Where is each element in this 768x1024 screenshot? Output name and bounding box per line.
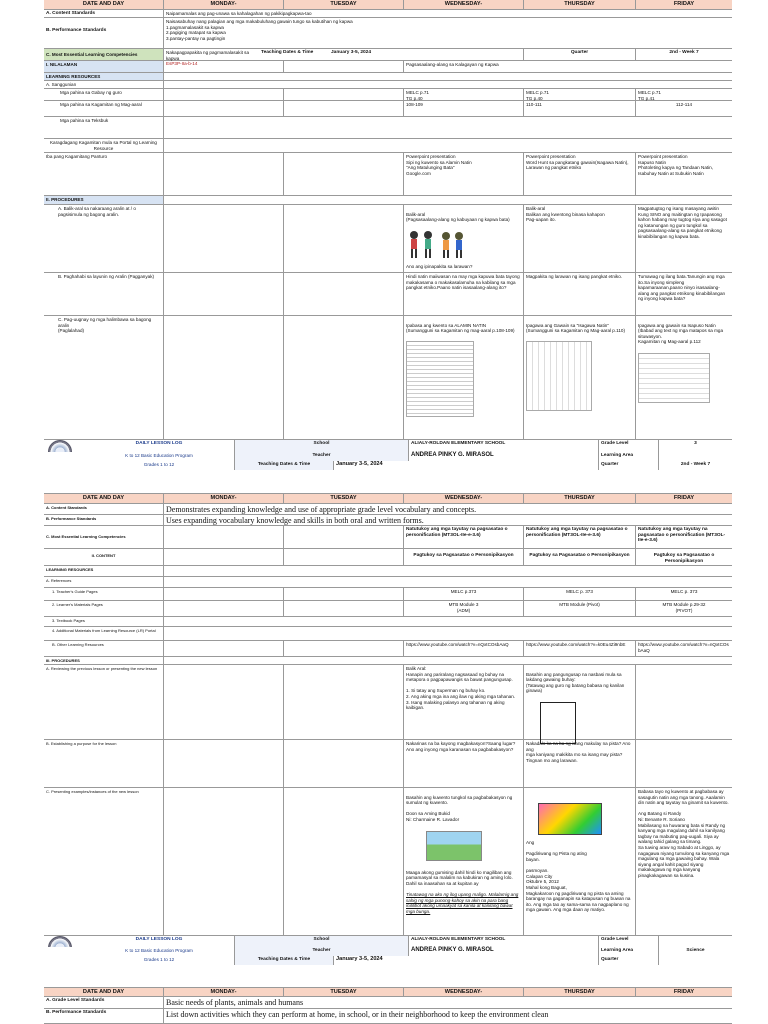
dll2-proc-b-wed: Nakarinas na ba kayong magbakasyon?Saang lugar? Ano ang inyong mga karanasan sa pagbabakasyon? (404, 740, 524, 787)
proc-b-row (44, 273, 732, 316)
kagamitan-tue (284, 101, 404, 116)
lesson-log-page (44, 0, 732, 1024)
dll2-am-label: 4. Additional Materials from Learning Resource (LR) Portal (44, 627, 164, 640)
dll2-proc-c-wed (404, 788, 524, 935)
dll2-subtitle2: Grades 1 to 12 (143, 462, 175, 467)
dll3-dates-value: January 3-5, 2024 (334, 956, 599, 965)
dll2-proc-a-thu-text: Basahin ang pangungusap na nasbasi mula sa lakdang gawaing buhay: (Tatawag ang guro ng batang babasa ng kanilan ginawa) (526, 671, 625, 694)
quarter-value: 2nd - Week 7 (669, 50, 699, 55)
gabay-row (44, 89, 732, 101)
dll2-melc-mon (164, 526, 284, 548)
dll2-proc-b-label: B. Establishing a purpose for the lesson (44, 740, 164, 787)
dll2-proc-c-fri: Babasa tayo ng kuwento at pagbabasa ay sasagutin natin ang mga tanong. Aaalamin din natin ang tayutay na ginamit sa kuwento. Ang Batang si Randy Ni: Benante R. Soriano Mabilasang na huwarang bata si Randy ng kanyang mga magulang dahil sa kanilyang tagbay na mabuting pag-uugali. Siya ay walang tahid galang sa timang. Sa tuwing araw ng Sabado at Linggo, ay nagagawa niyang tumulong sa kanyang mga magulang sa mga gawaing bahay. Wala siyang angal kahit pagod siyang makakagawa ng mga kanyang pinagkakagawan sa kusina. (638, 789, 730, 878)
nilalaman-mon (164, 61, 284, 72)
dll2-procedures-label: III. PROCEDURES (44, 657, 164, 664)
tuesday-header: TUESDAY (284, 0, 404, 9)
dll2-olr-label: B. Other Learning Resources (44, 641, 164, 656)
dll2-lm-fri: MTB Module p.29-32 (PIVOT) (662, 602, 706, 613)
dll2-olr-wed[interactable]: https://www.youtube.com/watch?v=nQxtCOsbAaQ (404, 641, 524, 656)
dll2-school-label: School (234, 440, 409, 452)
dll2-title: DAILY LESSON LOG (135, 441, 183, 446)
dll2-date-and-day-header: DATE AND DAY (44, 494, 164, 503)
dll2-performance-standards-text: Uses expanding vocabulary knowledge and skills in both oral and written forms. (166, 516, 424, 525)
dll2-proc-b-thu: Nakadalo ka na ba ng isang makulay na pista? Ano ang mga kaniyang makikita mo sa isang may pista? Tingnan mo ang larawan. (524, 740, 636, 787)
dll3-quarter-value (659, 956, 732, 965)
children-helping-illustration (406, 229, 466, 261)
teaching-dates-label: Teaching Dates & Time (261, 50, 314, 55)
isapuso-worksheet (638, 353, 710, 403)
proc-b-label: B. Paghahabi sa layunin ng Aralin (Pagganyak) (44, 273, 164, 315)
gabay-fri: MELC p.71 TG p.41 (638, 90, 661, 101)
dll2-proc-b-fri (636, 740, 732, 787)
wednesday-header: WEDNESDAY- (404, 0, 524, 9)
dll2-proc-b-tue (284, 740, 404, 787)
dll3-quarter-label: Quarter (599, 956, 659, 965)
dll2-tg-thu: MELC p. 373 (524, 588, 636, 600)
kagamitan-wed: 108-109 (404, 101, 524, 116)
gabay-wed: MELC p.71 TG p.40 (404, 89, 524, 100)
dll2-proc-c-wed-story2: Tinatawag na ako ng ilog upang maligo. Malalamig ang sahig ng mga punong-kahoy sa akin na para bang inililibot akong umaakyat sa kanila at kanilang bawat mga bunga. (406, 892, 519, 914)
dll2-am-row (44, 627, 732, 641)
proc-a-tue (284, 205, 404, 272)
iba-label: Iba pang Kagamitang Panturo (44, 153, 164, 195)
friday-header: FRIDAY (636, 0, 732, 9)
blank-picture-frame (540, 702, 576, 744)
dll2-content-wed: Pagtukoy sa Pagsasatao o Personipikasyon (404, 549, 524, 565)
dll2-procedures-row (44, 657, 732, 665)
dll2-proc-c-mon (164, 788, 284, 935)
dll2-proc-c-thu (524, 788, 636, 935)
gabay-mon (164, 89, 284, 100)
thursday-header: THURSDAY (524, 0, 636, 9)
dll2-references-row (44, 577, 732, 588)
dll2-performance-standards-row (44, 515, 732, 526)
dll2-melc-thu: Natutukoy ang mga tayutay na pagsasatao o personification (MT3OL-IIe-e-3.6) (524, 526, 636, 548)
proc-a-mon (164, 205, 284, 272)
performance-standards-label: B. Performance Standards (44, 18, 164, 48)
proc-c-tue (284, 316, 404, 439)
sanggunian-label: A. Sanggunian (44, 81, 164, 88)
dll3-school-value: ALIALY-ROLDAN ELEMENTARY SCHOOL (409, 936, 599, 947)
dll2-proc-c-tue (284, 788, 404, 935)
dll2-grade-value: 3 (694, 441, 697, 446)
procedures-label: II. PROCEDURES (44, 196, 164, 204)
proc-c-wed (404, 316, 524, 439)
dll2-tuesday-header: TUESDAY (284, 494, 404, 503)
proc-c-fri-text: Ipagawa ang gawain sa Isapuso Natin (Ibabad ang text ng mga matapos sa mga situwasyon. Kagamitan ng Mag-aaral p.112 (638, 322, 724, 345)
dll2-tb-row (44, 617, 732, 627)
dll3-header-band (44, 936, 732, 947)
proc-b-fri: Tumawag ng ilang bata.Tanungin ang mga ito.Sa inyong simpleng kapamaraanan,paano ninyo isasaalang-alang ang pangkat etnikong kinabibilangan ng inyong kapwa bata? (638, 274, 726, 302)
dll2-content-label: II. CONTENT (44, 549, 164, 565)
dll2-content-standards-label: A. Content Standards (44, 504, 164, 514)
dll2-melc-tue (284, 526, 404, 548)
dll2-tg-fri: MELC p. 373 (670, 589, 698, 594)
dll2-content-tue (284, 549, 404, 565)
dll2-quarter-value: 2nd - Week 7 (680, 462, 711, 467)
content-standards-row (44, 10, 732, 18)
dll2-quarter-label: Quarter (599, 461, 659, 470)
dll2-area-label: Learning Area (599, 452, 659, 461)
gabay-thu: MELC p.71 TG p.40 (524, 89, 636, 100)
dll3-subtitle2: Grades 1 to 12 (143, 957, 175, 962)
dll3-performance-standards-row (44, 1009, 732, 1024)
gabay-tue (284, 89, 404, 100)
iba-row (44, 153, 732, 196)
proc-a-row (44, 205, 732, 273)
dll2-olr-fri[interactable]: https://www.youtube.com/watch?v=nQxtCOsbAaQ (638, 642, 729, 653)
kagamitan-thu: 110-111 (524, 101, 636, 116)
dll2-proc-a-fri (636, 665, 732, 739)
sanggunian-row (44, 81, 732, 89)
proc-c-row (44, 316, 732, 440)
melc-text (164, 49, 264, 67)
dll2-monday-header: MONDAY- (164, 494, 284, 503)
dll3-subtitle1: K to 12 Basic Education Program (125, 948, 193, 953)
dll3-teacher-value: ANDREA PINKY G. MIRASOL (409, 947, 599, 956)
proc-b-tue (284, 273, 404, 315)
dll2-lm-row (44, 601, 732, 617)
dll2-lm-label: 2. Learner's Materials Pages (44, 601, 164, 616)
dll2-proc-c-wed-text: Basahin ang kuwento tungkol sa pagbabakasyon ng sumulat ng kuwento. Doon sa Aming Bukid Ni: Charmaine R. Lavador (406, 794, 513, 822)
kagamitan-row (44, 101, 732, 117)
proc-a-wed (404, 205, 524, 272)
dll2-lm-wed: MTB Module 3 (ADM) (404, 601, 524, 616)
dll2-lm-mon (164, 601, 284, 616)
proc-c-label: C. Pag-uugnay ng mga halimbawa sa bagong aralin (Paglalahad) (44, 316, 164, 439)
dll2-header-row (44, 493, 732, 504)
proc-c-thu (524, 316, 636, 439)
dll3-grade-level-standards-row (44, 997, 732, 1009)
proc-c-wed-text: Ipabasa ang kwento sa ALAMIN NATIN (Sumangguni sa Kagamitan ng mag-aaral p.108-109) (406, 322, 515, 334)
dll2-header-band (44, 440, 732, 452)
iba-mon (164, 153, 284, 195)
dll2-subtitle1: K to 12 Basic Education Program (125, 453, 193, 458)
dll3-grade-value (659, 936, 732, 947)
dll2-tg-label: 1. Teacher's Guide Pages (44, 588, 164, 600)
kagamitan-fri: 112-114 (675, 102, 693, 107)
performance-standards-text: Naisasabuhay nang palagian ang mga makabuluhang gawain tungo sa kabutihan ng kapwa 1.pagmamalasakit sa kapwa 2.pagiging matapat sa kapwa 3.pantay-pantay na pagtingin (166, 19, 353, 41)
dll3-monday-header: MONDAY- (164, 988, 284, 996)
proc-a-fri: Magpatugtog ng isang masayang awitin Kung SINO ang maitingtan ng Ipapasong kahon habang may tugtog siya ang sasagot ng katanungan ng guro tungkol sa pagsasaalang-alang sa pangkat etnikong kinabibilangan ng kapwa bata. (638, 206, 727, 239)
dll2-lm-thu: MTB Module (Pivot) (524, 601, 636, 616)
proc-a-thu: Balik-aral Balikan ang kwentong binasa kahapon Pag-uapan ito. (524, 205, 636, 272)
dll2-lr-label: LEARNING RESOURCES (44, 566, 164, 576)
dll2-olr-row (44, 641, 732, 657)
dll2-proc-b-row (44, 740, 732, 788)
performance-standards-row (44, 18, 732, 49)
dll3-date-and-day-header: DATE AND DAY (44, 988, 164, 996)
dll2-melc-row (44, 526, 732, 549)
proc-c-mon (164, 316, 284, 439)
dll3-title: DAILY LESSON LOG (135, 937, 183, 942)
iba-fri: Powerpoint presentation Isapuso Natin Photoleting kapya ng Tandaan Natin, Isabuhay Natin at Subukin Natin (638, 154, 714, 176)
dll2-proc-a-wed: Balik Aral: Hanapin ang pariralang nagsasaad ng buhay na metapora o pagpapawangis sa bawat pangungusap. 1. Si tatay ang Superman ng buhay ko. 2. Ang aking mga ina ang ilaw ng aking mga tahanan. 3. Isang malaking palasyo ang tahanan ng aking kaibigan. (404, 665, 524, 739)
nilalaman-row (44, 61, 732, 73)
dll2-proc-c-thu-text: Ang Pagdiriwang ng Pista ng ating bayan. pasmoyan. Calapan City Oktubre 5, 2012 Mahal kong Baguat, Magkakaroon ng pagdiriwang ng pista sa aming barangay na gaganapin sa katapusan ng buwan na ito. Ang mga tao ay sama-sama na nagpaplano ng mga gawain. Ang mga daan ay matiyo. (526, 840, 631, 913)
dll2-tb-label: 3. Textbook Pages (44, 617, 164, 626)
iba-wed: Powerpoint presentation Sipi ng kuwento sa Alamin Natin "Ang Matulunging Bata" Google.com (404, 153, 524, 195)
dll2-teacher-band (44, 452, 732, 461)
content-standards-label: A. Content Standards (44, 10, 164, 17)
dll3-grade-label: Grade Level (599, 936, 659, 947)
dll2-tg-tue (284, 588, 404, 600)
proc-a-wed-text: Balik-aral (Pagsasaalang-alang ng kabuyaan ng kapwa bata) (406, 211, 510, 223)
dll3-area-label: Learning Area (599, 947, 659, 956)
melc-label: C. Most Essential Learning Competencies (44, 49, 164, 60)
farm-illustration (426, 831, 482, 861)
iba-thu: Powerpoint presentation Word Hunt sa pangkatang gawain(Isagawa Natin), Larawan ng pangkat etniko (524, 153, 636, 195)
monday-header: MONDAY- (164, 0, 284, 9)
dll2-olr-mon (164, 641, 284, 656)
dll2-melc-label: C. Most Essential Learning Competencies (44, 526, 164, 548)
dll2-dates-label: Teaching Dates & Time (234, 461, 334, 470)
dll2-proc-a-thu (524, 665, 636, 739)
dll2-grade-label: Grade Level (599, 440, 659, 452)
dll2-proc-c-wed-story: Maaga akong gumising dahil hindi ko magiliban ang pamamasyal sa malalim na kabukiran ng aming lolo. Dahil sa inaasahan sa at kupitan ay (406, 869, 513, 886)
dll2-lm-tue (284, 601, 404, 616)
proc-a-label: A. Balik-aral sa nakaraang aralin at / o pagsisimula ng bagong aralin. (44, 205, 164, 272)
dll2-dates-band (44, 461, 732, 470)
dll2-melc-fri: Natutukoy ang mga tayutay na pagsasatao o personification (MT3OL-IIe-e-3.6) (638, 527, 726, 544)
karagdagan-label: Karagdagang Kagamitan mula sa Portal ng Learning Resource (44, 139, 164, 152)
dll3-thursday-header: THURSDAY (524, 988, 636, 996)
dll2-dates-value: January 3-5, 2024 (334, 461, 599, 470)
dll2-teacher-label: Teacher (234, 452, 409, 461)
gabay-label: Mga pahina sa Gabay ng guro (44, 89, 164, 100)
dll2-thursday-header: THURSDAY (524, 494, 636, 503)
quarter-label: Quarter (524, 49, 636, 60)
dll2-content-fri: Pagtukoy sa Pagsasatao o Personipikasyon (653, 553, 715, 564)
nilalaman-wed: Pagsasaalang-alang sa Kalagayan ng Kapwa (406, 62, 499, 67)
dll2-proc-a-label: A. Reviewing the previous lesson or presenting the new lesson (44, 665, 164, 739)
dll2-tg-mon (164, 588, 284, 600)
dll2-friday-header: FRIDAY (636, 494, 732, 503)
dll2-content-thu: Pagtukoy sa Pagsasatao o Personipikasyon (524, 549, 636, 565)
dll1-header-row (44, 0, 732, 10)
story-page-image (406, 341, 474, 417)
kagamitan-mon (164, 101, 284, 116)
dll3-ps-label: B. Performance Standards (44, 1009, 164, 1023)
dll2-proc-c-label: C. Presenting examples/instances of the new lesson (44, 788, 164, 935)
dll2-content-row (44, 549, 732, 566)
proc-c-fri (636, 316, 732, 439)
dll2-proc-b-mon (164, 740, 284, 787)
dll2-content-standards-text: Demonstrates expanding knowledge and use of appropriate grade level vocabulary and concepts. (166, 505, 477, 514)
melc-code: EsP3P-IIa-b-14 (166, 61, 198, 67)
dll3-gls-text: Basic needs of plants, animals and humans (166, 998, 304, 1007)
dll3-school-label: School (234, 936, 409, 947)
dll3-wednesday-header: WEDNESDAY- (404, 988, 524, 996)
dll2-olr-tue (284, 641, 404, 656)
dll2-proc-a-mon (164, 665, 284, 739)
proc-b-mon (164, 273, 284, 315)
dll3-teacher-band (44, 947, 732, 956)
kagamitan-label: Mga pahina sa Kagamitan ng Mag-aaral (44, 101, 164, 116)
karagdagan-row (44, 139, 732, 153)
dll3-area-value: Science (686, 948, 705, 953)
date-and-day-header: DATE AND DAY (44, 0, 164, 9)
dll3-friday-header: FRIDAY (636, 988, 732, 996)
dll3-ps-text: List down activities which they can perform at home, in school, or in their neighborhood to keep the environment clean (166, 1010, 549, 1019)
procedures-row (44, 196, 732, 205)
lr-row (44, 73, 732, 81)
dll2-references-label: A. References (44, 577, 164, 587)
content-standards-text: Naipamamalas ang pag-unawa sa kahalagahan ng pakikipagkapwa-tao (166, 11, 312, 16)
teksbuk-row (44, 117, 732, 139)
fiesta-banner-image (538, 803, 602, 835)
proc-c-thu-text: Ipagawa ang Gawain sa "Isagawa Natin" (Sumangguni sa Kagamitan ng Mag-aaral p.110) (526, 322, 625, 334)
nilalaman-tue (284, 61, 404, 72)
dll2-proc-c-row (44, 788, 732, 936)
teksbuk-label: Mga pahina sa Teksbuk (44, 117, 164, 138)
dll2-tg-wed: MELC p.373 (404, 588, 524, 600)
dll2-tg-row (44, 588, 732, 601)
dll2-content-mon (164, 549, 284, 565)
dll2-lr-row (44, 566, 732, 577)
dll2-content-standards-row (44, 504, 732, 515)
dll2-melc-wed: Natutukoy ang mga tayutay na pagsasatao o personification (MT3OL-IIe-e-3.6) (404, 526, 524, 548)
proc-b-wed: Hindi natin maiiwasan na may mga kapuwa bata tayong makakasama o makakasalamuha na kabilang sa mga pangkat etniko.Paano natin isasaalang-alang ito? (404, 273, 524, 315)
dll2-wednesday-header: WEDNESDAY- (404, 494, 524, 503)
nilalaman-label: I. NILALAMAN (44, 61, 164, 72)
word-hunt-grid (526, 341, 592, 411)
dll2-performance-standards-label: B. Performance Standards (44, 515, 164, 525)
teaching-dates-value: January 3-5, 2024 (329, 49, 524, 60)
dll3-dates-label: Teaching Dates & Time (234, 956, 334, 965)
lr-label: LEARNING RESOURCES (44, 73, 164, 80)
dll2-proc-a-tue (284, 665, 404, 739)
dll3-tuesday-header: TUESDAY (284, 988, 404, 996)
dll3-header-row (44, 987, 732, 997)
dll3-dates-band (44, 956, 732, 965)
dll3-gls-label: A. Grade Level Standards (44, 997, 164, 1008)
dll2-teacher-value: ANDREA PINKY G. MIRASOL (409, 452, 599, 461)
iba-tue (284, 153, 404, 195)
dll2-olr-thu[interactable]: https://www.youtube.com/watch?v=k0Eu4Zi9nbE (524, 641, 636, 656)
dll2-proc-a-row (44, 665, 732, 740)
dll2-area-value (659, 452, 732, 461)
proc-b-thu: Magpakita ng larawan ng isang pangkat etniko. (524, 273, 636, 315)
dll3-teacher-label: Teacher (234, 947, 409, 956)
proc-a-wed-question: Ano ang ipinapakita sa larawan? (406, 263, 473, 269)
dll2-school-value: ALIALY-ROLDAN ELEMENTARY SCHOOL (409, 440, 599, 452)
melc-competency: Nakapagpapakita ng pagmamalasakit sa kapwa (166, 50, 249, 61)
